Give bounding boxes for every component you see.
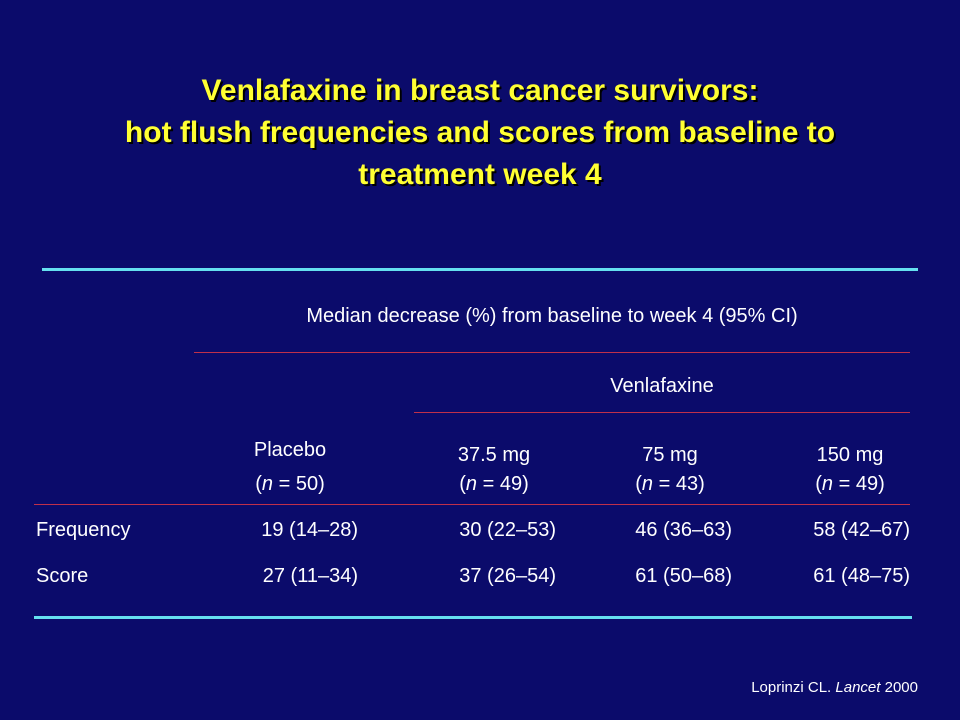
table-cell: 58 (42–67) xyxy=(813,519,910,541)
column-header-75mg xyxy=(600,443,740,496)
column-header-label: 37.5 mg xyxy=(457,444,531,466)
table-cell: 46 (36–63) xyxy=(635,519,732,541)
title-line-1: Venlafaxine in breast cancer survivors: xyxy=(201,74,759,107)
table-caption: Median decrease (%) from baseline to week 4 (95% CI) xyxy=(306,305,798,327)
citation: Loprinzi CL. Lancet 2000 xyxy=(751,679,918,696)
table-cell: 30 (22–53) xyxy=(459,519,556,541)
row-label-frequency: Frequency xyxy=(36,519,131,541)
table-top-rule xyxy=(42,268,918,271)
title-line-3: treatment week 4 xyxy=(358,158,602,191)
column-header-label: 150 mg xyxy=(816,444,884,466)
column-header-n: (n = 50) xyxy=(255,473,325,495)
column-header-n: (n = 49) xyxy=(459,473,529,495)
slide-title xyxy=(40,70,920,196)
column-header-label: 75 mg xyxy=(642,444,698,466)
row-label-score: Score xyxy=(36,565,89,587)
venlafaxine-group-header: Venlafaxine xyxy=(610,375,714,397)
title-line-2: hot flush frequencies and scores from baseline to xyxy=(124,116,836,149)
column-header-n: (n = 43) xyxy=(635,473,705,495)
header-divider xyxy=(34,504,910,505)
caption-divider xyxy=(194,352,910,353)
column-header-150mg xyxy=(780,443,920,496)
column-header-placebo xyxy=(220,438,360,496)
column-header-n: (n = 49) xyxy=(815,473,885,495)
table-cell: 27 (11–34) xyxy=(262,565,358,587)
table-cell: 37 (26–54) xyxy=(459,565,556,587)
table-cell: 61 (50–68) xyxy=(635,565,732,587)
column-header-label: Placebo xyxy=(253,439,327,461)
table-cell: 19 (14–28) xyxy=(261,519,358,541)
column-header-37-5mg xyxy=(424,443,564,496)
table-cell: 61 (48–75) xyxy=(813,565,910,587)
table-bottom-rule xyxy=(34,616,912,619)
group-header-divider xyxy=(414,412,910,413)
